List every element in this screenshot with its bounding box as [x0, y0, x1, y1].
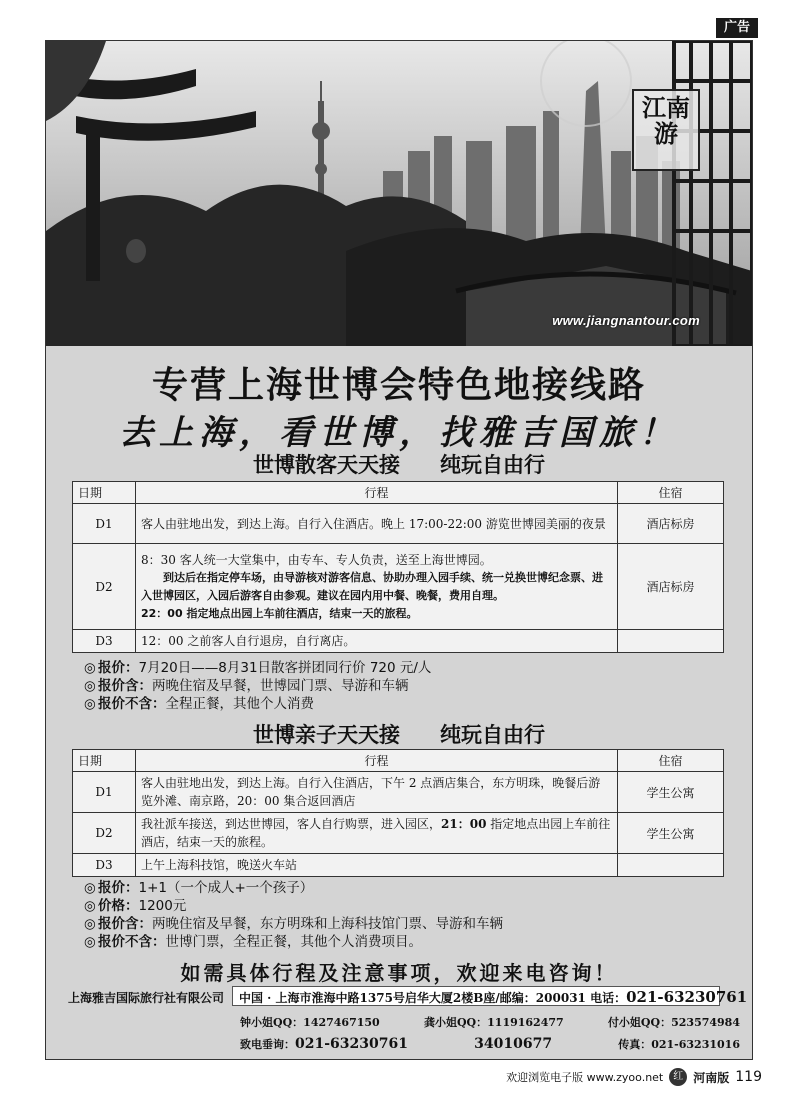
jiangnan-logo: 江南游: [632, 89, 700, 171]
excludes-line: [84, 933, 503, 951]
header-stay: 住宿: [618, 750, 724, 772]
bullet-icon: ◎: [84, 898, 96, 914]
table-row: [73, 544, 724, 630]
section1-title-left: 世博散客天天接: [253, 452, 400, 477]
stay-cell: [618, 854, 724, 877]
includes-line: [84, 915, 503, 933]
price2-value: 1200元: [138, 898, 187, 914]
day-cell: D3: [73, 630, 136, 653]
price-line: [84, 879, 503, 897]
ad-tag: 广告: [716, 18, 758, 38]
main-headline: 专营上海世博会特色地接线路: [151, 365, 646, 406]
plan-time: 21：00: [441, 817, 487, 831]
stay-cell: 学生公寓: [618, 813, 724, 854]
qq-contact-1[interactable]: 钟小姐QQ：1427467150: [240, 1016, 380, 1029]
qq-contact-2[interactable]: 龚小姐QQ：1119162477: [423, 1016, 564, 1029]
header-stay: 住宿: [618, 482, 724, 504]
qq-row: [240, 1011, 740, 1033]
table-header-row: [73, 482, 724, 504]
bullet-icon: ◎: [84, 678, 96, 694]
header-plan: 行程: [136, 482, 618, 504]
section2-title: [46, 719, 752, 749]
hero-photo: [46, 41, 752, 346]
stay-cell: 学生公寓: [618, 772, 724, 813]
phone-label: 致电垂询：: [240, 1038, 295, 1051]
plan-cell: [136, 544, 618, 630]
excludes-value: 全程正餐，其他个人消费: [165, 696, 314, 712]
ad-frame: [45, 40, 753, 1060]
footer-website-text[interactable]: 欢迎浏览电子版 www.zyoo.net: [506, 1071, 664, 1084]
slogan-headline: 去上海，看世博，找雅吉国旅！: [119, 413, 679, 453]
excludes-label: 报价不含：: [98, 934, 166, 950]
table-row: [73, 772, 724, 813]
stay-cell: 酒店标房: [618, 544, 724, 630]
section1-title-right: 纯玩自由行: [440, 452, 545, 477]
bullet-icon: ◎: [84, 880, 96, 896]
excludes-line: [84, 695, 431, 713]
day-cell: D2: [73, 813, 136, 854]
section1-title: [46, 449, 752, 479]
plan-line: 8：30 客人统一大堂集中，由专车、专人负责，送至上海世博园。: [141, 552, 492, 567]
section2-title-right: 纯玩自由行: [440, 722, 545, 747]
phone-1[interactable]: 021-63230761: [295, 1036, 408, 1052]
includes-label: 报价含：: [98, 916, 152, 932]
excludes-value: 世博门票，全程正餐，其他个人消费项目。: [165, 934, 422, 950]
plan-cell: 客人由驻地出发，到达上海。自行入住酒店，下午 2 点酒店集合，东方明珠，晚餐后游览外滩、南京路，20：00 集合返回酒店: [136, 772, 618, 813]
fax-number[interactable]: 传真：021-63231016: [618, 1038, 740, 1051]
qq-contact-3[interactable]: 付小姐QQ：523574984: [607, 1016, 740, 1029]
plan-line: 22：00 指定地点出园上车前往酒店，结束一天的旅程。: [141, 606, 418, 620]
plan-line: 到达后在指定停车场，由导游核对游客信息、协助办理入园手续、统一兑换世博纪念票、进入世博园区，入园后游客自由参观。建议在园内用中餐、晚餐，费用自理。: [141, 570, 603, 602]
header-date: 日期: [73, 750, 136, 772]
stay-cell: 酒店标房: [618, 504, 724, 544]
stay-cell: [618, 630, 724, 653]
address-box: [232, 986, 748, 1006]
bullet-icon: ◎: [84, 934, 96, 950]
hero-website-url[interactable]: www.jiangnantour.com: [552, 313, 700, 328]
page-footer: [506, 1068, 762, 1086]
plan-text: 我社派车接送，到达世博园，客人自行购票，进入园区，: [141, 817, 442, 831]
section1-itinerary-table: [72, 481, 724, 653]
section2-itinerary-table: [72, 749, 724, 877]
city-skyline-illustration: [46, 41, 752, 346]
section1-price-info: [84, 659, 431, 713]
includes-value: 两晚住宿及早餐，世博园门票、导游和车辆: [152, 678, 409, 694]
closing-call-to-action: 如需具体行程及注意事项，欢迎来电咨询！: [180, 961, 618, 985]
edition-badge-icon: 红: [669, 1068, 687, 1086]
edition-label: 河南版: [693, 1070, 730, 1085]
includes-line: [84, 677, 431, 695]
day-cell: D1: [73, 504, 136, 544]
price-label: 报价：: [98, 880, 139, 896]
plan-cell: 12：00 之前客人自行退房，自行离店。: [136, 630, 618, 653]
company-name: 上海雅吉国际旅行社有限公司: [68, 991, 225, 1005]
price-line: [84, 659, 431, 677]
header-plan: 行程: [136, 750, 618, 772]
excludes-label: 报价不含：: [98, 696, 166, 712]
price-label: 报价：: [98, 660, 139, 676]
bullet-icon: ◎: [84, 916, 96, 932]
table-row: [73, 630, 724, 653]
day-cell: D3: [73, 854, 136, 877]
bullet-icon: ◎: [84, 660, 96, 676]
plan-cell: 客人由驻地出发，到达上海。自行入住酒店。晚上 17:00-22:00 游览世博园美丽的夜景: [136, 504, 618, 544]
price2-label: 价格：: [98, 898, 139, 914]
address-phone[interactable]: 021-63230761: [626, 988, 748, 1006]
table-row: [73, 504, 724, 544]
section2-title-left: 世博亲子天天接: [253, 722, 400, 747]
includes-value: 两晚住宿及早餐，东方明珠和上海科技馆门票、导游和车辆: [152, 916, 503, 932]
contacts-block: [240, 1011, 740, 1055]
price-value: 1+1（一个成人+一个孩子）: [138, 880, 314, 896]
section2-price-info: [84, 879, 503, 951]
header-date: 日期: [73, 482, 136, 504]
day-cell: D1: [73, 772, 136, 813]
address-text: 中国 · 上海市淮海中路1375号启华大厦2楼B座/邮编：200031 电话：: [239, 991, 627, 1005]
plan-cell: [136, 813, 618, 854]
day-cell: D2: [73, 544, 136, 630]
plan-cell: 上午上海科技馆，晚送火车站: [136, 854, 618, 877]
phone-2[interactable]: 34010677: [474, 1036, 553, 1052]
includes-label: 报价含：: [98, 678, 152, 694]
table-header-row: [73, 750, 724, 772]
bullet-icon: ◎: [84, 696, 96, 712]
price-value: 7月20日——8月31日散客拼团同行价 720 元/人: [138, 660, 432, 676]
phone-row: [240, 1033, 740, 1055]
plan-text: 指定地点出园上车前往酒店，结束一天的旅程。: [141, 817, 611, 849]
price2-line: [84, 897, 503, 915]
table-row: [73, 854, 724, 877]
table-row: [73, 813, 724, 854]
page-number: 119: [735, 1069, 762, 1085]
